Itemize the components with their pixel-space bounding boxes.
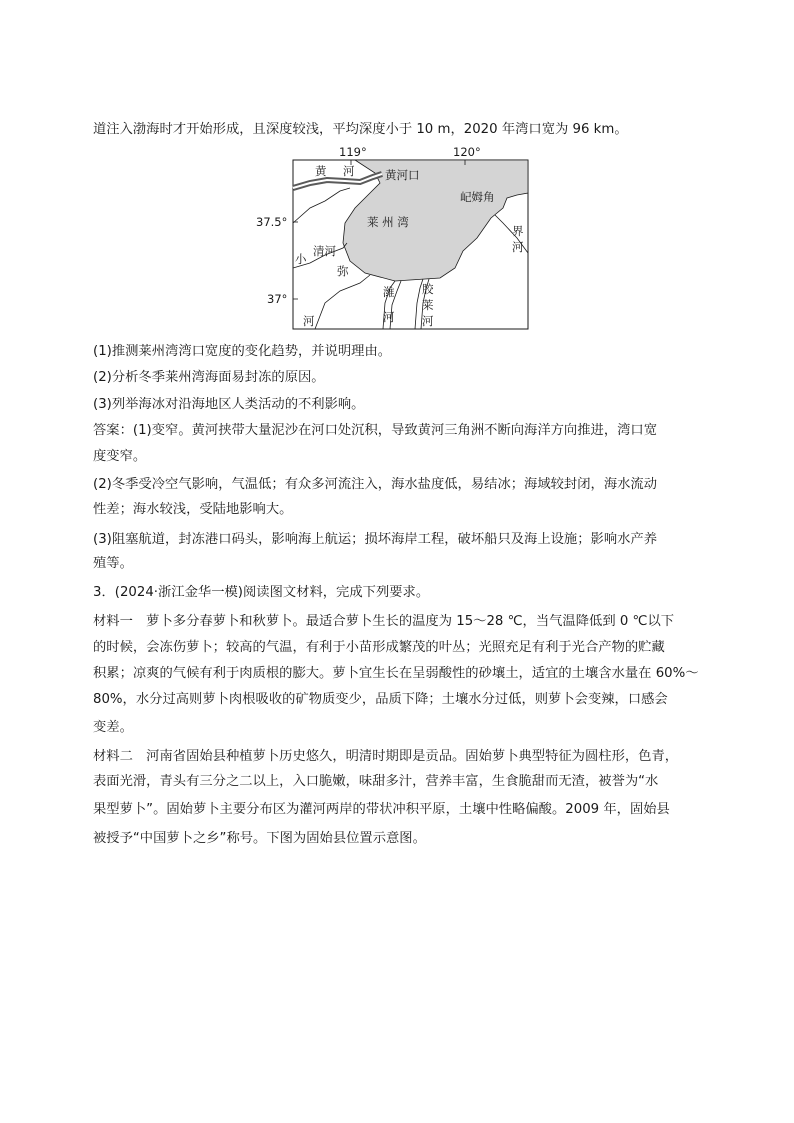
label-huanghekou: 黄河口: [385, 168, 420, 182]
question-3-title: 3．(2024·浙江金华一模)阅读图文材料，完成下列要求。: [93, 585, 430, 600]
label-mihe-1: 弥: [337, 264, 349, 278]
material-1-line: 80%，水分过高则萝卜肉根吸收的矿物质变少，品质下降；土壤水分过低，则萝卜会变辣，口感会: [93, 692, 668, 707]
label-weihe-2: 河: [383, 310, 395, 324]
material-1-line: 的时候，会冻伤萝卜；较高的气温，有利于小苗形成繁茂的叶丛；光照充足有利于光合产物的贮藏: [93, 640, 665, 655]
label-qimujiao: 屺姆角: [460, 190, 495, 204]
material-1-line: 积累；凉爽的气候有利于肉质根的膨大。萝卜宜生长在呈弱酸性的砂壤土，适宜的土壤含水量在 60%～: [93, 666, 699, 681]
question-1: (1)推测莱州湾湾口宽度的变化趋势，并说明理由。: [93, 344, 392, 359]
material-1-line: 变差。: [93, 720, 133, 735]
answer-line: (2)冬季受冷空气影响，气温低；有众多河流注入，海水盐度低，易结冰；海域较封闭，海水流动: [93, 477, 658, 492]
label-huanghe-2: 河: [343, 164, 355, 178]
label-jiehe-1: 界: [512, 224, 524, 238]
lon-label-120: 120°: [453, 145, 481, 159]
answer-line: (3)阻塞航道，封冻港口码头，影响海上航运；损坏海岸工程，破坏船只及海上设施；影响水产养: [93, 532, 658, 547]
question-2: (2)分析冬季莱州湾海面易封冻的原因。: [93, 370, 325, 385]
material-2-line: 表面光滑，青头有三分之二以上，入口脆嫩，味甜多汁，营养丰富，生食脆甜而无渣，被誉为“水: [93, 774, 659, 789]
laizhou-bay-map: [255, 143, 535, 333]
answer-line: 答案：(1)变窄。黄河挟带大量泥沙在河口处沉积，导致黄河三角洲不断向海洋方向推进，湾口宽: [93, 423, 658, 438]
label-xiaoqinghe-2: 清河: [313, 244, 336, 258]
label-jiehe-2: 河: [512, 240, 524, 254]
material-1-line: 材料一 萝卜多分春萝卜和秋萝卜。最适合萝卜生长的温度为 15～28 ℃，当气温降低到 0 ℃以下: [93, 614, 675, 629]
label-jiaolaihe-1: 胶: [422, 282, 434, 296]
answer-line: 殖等。: [93, 556, 133, 571]
answer-line: 性差；海水较浅，受陆地影响大。: [93, 502, 293, 517]
lon-label-119: 119°: [339, 145, 367, 159]
west-coast-line: [293, 188, 350, 223]
material-2-line: 材料二 河南省固始县种植萝卜历史悠久，明清时期即是贡品。固始萝卜典型特征为圆柱形，色青，: [93, 749, 679, 764]
question-3: (3)列举海冰对沿海地区人类活动的不利影响。: [93, 397, 365, 412]
lat-label-37: 37°: [267, 292, 288, 306]
label-weihe-1: 潍: [383, 285, 395, 299]
label-jiaolaihe-3: 河: [422, 314, 434, 328]
answer-line: 度变窄。: [93, 449, 147, 464]
label-jiaolaihe-2: 莱: [422, 298, 434, 312]
material-2-line: 果型萝卜”。固始萝卜主要分布区为灌河两岸的带状冲积平原，土壤中性略偏酸。2009 年，固始县: [93, 802, 670, 817]
label-xiaoqinghe-1: 小: [295, 252, 307, 266]
mi-river: [315, 275, 370, 329]
lat-label-37-5: 37.5°: [256, 215, 288, 229]
label-huanghe-1: 黄: [315, 164, 327, 178]
intro-line: 道注入渤海时才开始形成，且深度较浅，平均深度小于 10 m，2020 年湾口宽为 96 km。: [93, 122, 628, 137]
material-2-line: 被授予“中国萝卜之乡”称号。下图为固始县位置示意图。: [93, 831, 426, 846]
label-mihe-2: 河: [303, 314, 315, 328]
label-laizhouwan: 莱 州 湾: [367, 215, 409, 229]
